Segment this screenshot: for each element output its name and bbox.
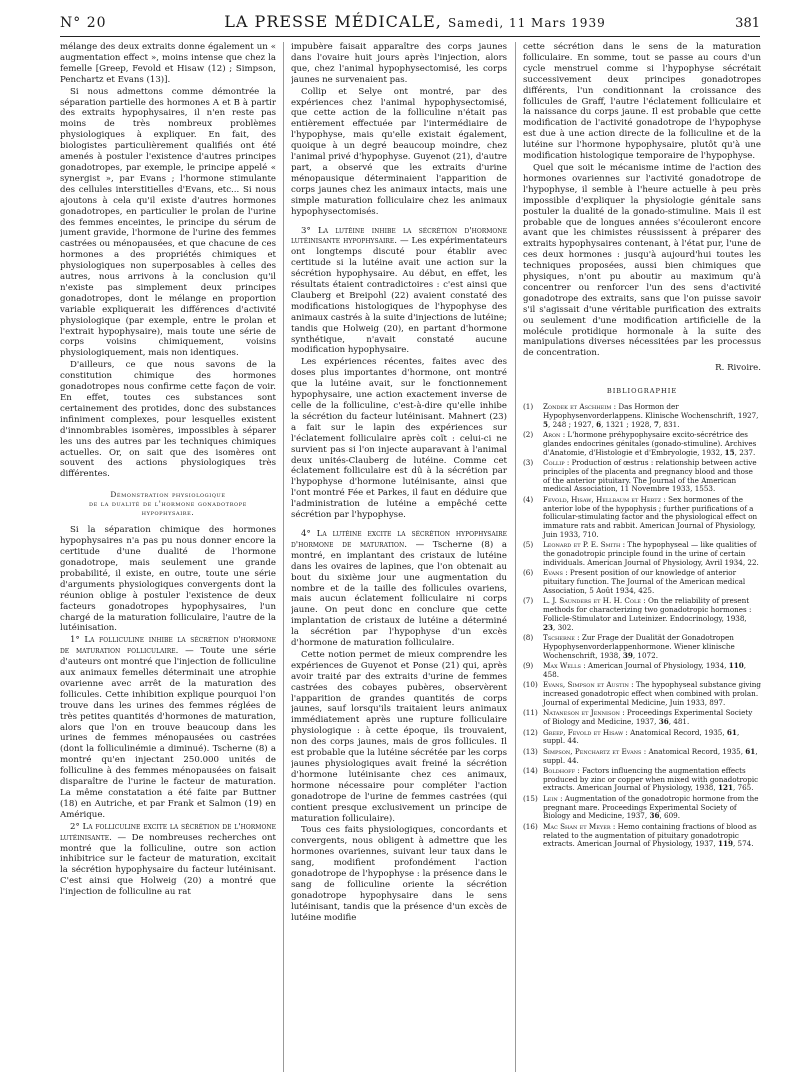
bibliography-entry (523, 681, 761, 707)
reference-text (543, 403, 761, 429)
reference-volume: 5 (543, 419, 549, 429)
reference-text (543, 709, 761, 727)
reference-volume: 36 (658, 717, 669, 727)
author-signature: R. Rivoire. (715, 363, 761, 374)
bibliography-list (523, 403, 761, 849)
reference-pages: , 302. (553, 622, 574, 632)
reference-number: (1) (523, 402, 534, 412)
subsection-text: — Les expérimentateurs ont longtemps discuté pour établir avec certitude si la lutéine avait une action sur la sécrétion hypophysaire. Au début, en effet, les résultats étaient contradictoires : c'est ainsi que Clauberg et Breipohl (22) avaient constaté des modifications histologiques de l'hypophyse des animaux castrés à la suite d'injections de lutéine; tandis que Holweig (20), en partant d'hormone synthétique, n'avait constaté aucune modification hypophysaire. (291, 236, 507, 356)
subsection-text: — Tscherne (8) a montré, en implantant des cristaux de lutéine dans les ovaires de lapines, que l'on obtenait au bout du sixième jour une augmentation du nombre et de la taille des follicules ovariens, mais aucun éclatement folliculaire ni corps jaune. On peut donc en conclure que cette implantation de cristaux de lutéine a déterminé la sécrétion par l'hypophyse d'un excès d'hormone de maturation folliculaire. (291, 539, 507, 649)
paragraph: D'ailleurs, ce que nous savons de la constitution chimique des hormones gonadotropes nous confirme cette façon de voir. En effet, toutes ces substances sont certainement des protides, donc des substances infiniment complexes, pour lesquelles existent d'innombrables isomères, impossibles à séparer les uns des autres par les techniques chimiques actuelles. Or, on sait que des isomères ont souvent des actions physiologiques très différentes. (60, 360, 276, 480)
reference-authors: Evans (543, 568, 563, 578)
reference-number: (16) (523, 821, 538, 831)
subsection-paragraph (60, 822, 276, 898)
subsection-heading: 4° La lutéine excite la sécrétion hypophysaire d'hormone de maturation. (291, 528, 507, 550)
bibliography-entry (523, 767, 761, 793)
reference-pages: , 609. (659, 811, 681, 821)
reference-text (543, 767, 761, 793)
reference-number: (7) (523, 596, 534, 606)
reference-text (543, 795, 761, 821)
bibliography-heading: BIBLIOGRAPHIE (606, 387, 678, 396)
reference-citation: : Sex hormones of the anterior lobe of the hypophysis ; further purifications of a follicular-stimulating factor and the physiological effect on immature rats and rabbit. American Journal of Physiology, Juin 1933, 710. (543, 494, 758, 540)
reference-pages: , 1072. (632, 650, 658, 660)
reference-citation: : Zur Frage der Dualität der Gonadotropen Hypophysenvorderlappenhormone. Wiener klinische Wochenschrift, 1938, (543, 633, 735, 660)
reference-pages: , 765. (732, 783, 754, 793)
bibliography-entry (523, 496, 761, 540)
reference-volume: 15 (724, 447, 735, 457)
column-divider (515, 42, 516, 1072)
bibliography-entry (523, 634, 761, 660)
bibliography-entry (523, 662, 761, 680)
reference-number: (15) (523, 793, 538, 803)
paragraph: cette sécrétion dans le sens de la maturation folliculaire. En somme, tout se passe au cours d'un cycle menstruel comme si l'hypophyse sécrétait successivement deux principes gonadotropes différents, l'un conditionnant la croissance des follicules de Graff, l'autre l'éclatement folliculaire et la naissance du corps jaune. Il est probable que cette modification de l'activité gonadotrope de l'hypophyse est due à une action directe de la folliculine et de la lutéine sur l'hormone hypophysaire, plutôt qu'à une modification histologique temporaire de l'hypophyse. (523, 42, 761, 162)
reference-authors: Simpson, Penchartz et Evans (543, 746, 642, 756)
paragraph: Tous ces faits physiologiques, concordants et convergents, nous obligent à admettre que les hormones ovariennes, suivant leur taux dans le sang, modifient profondément l'action gonadotrope de l'hypophyse : la présence dans le sang de folliculine oriente la sécrétion gonadotrope hypophysaire dans le sens lutéinisant, tandis que la présence d'un excès de lutéine modifie (291, 825, 507, 923)
journal-title-line (130, 12, 700, 31)
reference-authors: Evans, Simpson et Austin (543, 680, 629, 690)
reference-volume: 61 (726, 727, 737, 737)
bibliography-entry (523, 748, 761, 766)
reference-number: (6) (523, 568, 534, 578)
reference-text (543, 729, 761, 747)
page-number: 381 (735, 16, 760, 31)
reference-text (543, 681, 761, 707)
paragraph: Les expériences récentes, faites avec des doses plus importantes d'hormone, ont montré que la lutéine avait, sur le fonctionnement hypophysaire, une action exactement inverse de celle de la folliculine, c'est-à-dire qu'elle inhibe la sécrétion du facteur lutéinisant. Mahnert (23) a fait sur le lapin des expériences sur l'éclatement folliculaire après coït : celui-ci ne survient pas si l'on injecte auparavant à l'animal deux unités-Clauberg de lutéine. Comme cet éclatement folliculaire est dû à la sécrétion par l'hypophyse d'hormone lutéinisante, ainsi que l'ont montré Fée et Parkes, il faut en déduire que l'administration de lutéine a empêché cette sécrétion par l'hypophyse. (291, 357, 507, 521)
reference-text (543, 597, 761, 632)
reference-authors: Aron (543, 430, 561, 440)
reference-number: (2) (523, 430, 534, 440)
reference-volume: 7 (653, 419, 659, 429)
paragraph: Si nous admettons comme démontrée la séparation partielle des hormones A et B à partir des extraits hypophysaires, il n'en reste pas moins de très nombreux problèmes physiologiques à expliquer. En fait, des biologistes particulièrement qualifiés ont été amenés à postuler l'existence d'autres principes gonadotropes, par exemple, le principe appelé « synergist », par Evans ; l'hormone stimulante des cellules interstitielles d'Evans, etc... Si nous ajoutons à cela qu'il existe d'autres hormones gonadotropes, en particulier le prolan de l'urine des femmes enceintes, le principe du sérum de jument gravide, l'hormone de l'urine des femmes castrées ou ménopausées, et que chacune de ces hormones a des propriétés chimiques et physiologiques non superposables à celles des autres, nous arrivons à la conclusion qu'il n'existe pas simplement deux principes gonadotropes, dont le mélange en proportion variable expliquerait les différences d'activité physiologique (par exemple, entre le prolan et l'extrait hypophysaire), mais toute une série de corps voisins chimiquement, voisins physiologiquement, mais non identiques. (60, 86, 276, 359)
reference-number: (13) (523, 746, 538, 756)
subsection-paragraph (291, 226, 507, 357)
bibliography-entry (523, 541, 761, 567)
subsection-paragraph (291, 529, 507, 649)
reference-volume: 119 (717, 839, 733, 849)
reference-volume: 23 (543, 622, 554, 632)
reference-pages: , 574. (732, 839, 754, 849)
subsection-heading: 1° La folliculine inhibe la sécrétion d'hormone de maturation folliculaire. (60, 635, 276, 657)
reference-number: (4) (523, 494, 534, 504)
reference-pages: , 481. (668, 717, 690, 727)
reference-text (543, 823, 761, 849)
reference-authors: L. J. Saunders et H. H. Cole (543, 596, 642, 606)
reference-volume: 39 (622, 650, 633, 660)
bibliography-entry (523, 729, 761, 747)
reference-pages: , suppl. 44. (543, 727, 740, 746)
reference-authors: Mac Shan et Meyer (543, 821, 611, 831)
issue-date: Samedi, 11 Mars 1939 (447, 16, 606, 30)
reference-number: (8) (523, 633, 534, 643)
reference-volume: 36 (649, 811, 660, 821)
reference-citation: : Anatomical Record, 1935, (641, 746, 746, 756)
reference-pages: , 831. (658, 419, 680, 429)
bibliography-entry (523, 597, 761, 632)
subsection-text: — Toute une série d'auteurs ont montré que l'injection de folliculine aux animaux femelles déterminait une atrophie ovarienne avec arrêt de la maturation des follicules. Cette inhibition explique pourquoi l'on trouve dans les urines des femmes réglées de très petites quantités d'hormones de maturation, alors que l'on en trouve beaucoup dans les urines de femmes ménopausées ou castrées (dont la folliculinémie a diminué). Tscherne (8) a montré qu'en injectant 250.000 unités de folliculine à des femmes ménopausées on faisait disparaître de l'urine le facteur de maturation. La même constatation a été faite par Buttner (18) en Autriche, et par Frank et Salmon (19) en Amérique. (60, 646, 276, 820)
reference-number: (14) (523, 765, 538, 775)
reference-citation: : Production of œstrus : relationship between active principles of the placenta and pregnancy blood and those of the anterior pituitary. The Journal of the American medical Association, 11 Novembre 1933, 1553. (543, 458, 757, 494)
bibliography-entry (523, 795, 761, 821)
reference-pages: , 237. (734, 447, 756, 457)
reference-authors: Boldhoff (543, 765, 576, 775)
reference-text (543, 748, 761, 766)
reference-pages: , suppl. 44. (543, 746, 758, 765)
reference-pages: , 458. (543, 661, 747, 679)
reference-citation: : Augmentation of the gonadotropic hormone from the pregnant mare. Proceedings Experimental Society of Biology and Medicine, 1937, (543, 793, 759, 821)
reference-authors: Tscherne (543, 633, 575, 643)
subsection-heading: 2° La folliculine excite la sécrétion de l'hormone lutéinisante. (60, 821, 276, 843)
bibliography-entry (523, 403, 761, 429)
reference-citation: : Proceedings Experimental Society of Biology and Medicine, 1937, (543, 708, 753, 727)
section-heading-line: Démonstration physiologique (110, 490, 226, 500)
issue-number: N° 20 (60, 15, 107, 31)
bibliography-entry (523, 709, 761, 727)
paragraph: impubère faisait apparaître des corps jaunes dans l'ovaire huit jours après l'injection, alors que, chez l'animal hypophysectomisé, les corps jaunes ne survenaient pas. (291, 42, 507, 85)
reference-citation: : Factors influencing the augmentation effects produced by zinc or copper when mixed with gonadotropic extracts. American Journal of Physiology, 1938, (543, 765, 759, 793)
reference-text (543, 569, 761, 595)
subsection-heading: 3° La lutéine inhibe la sécrétion d'hormone lutéinisante hypophysaire. (291, 225, 507, 247)
reference-citation: : Anatomical Record, 1935, (623, 727, 727, 737)
header-rule (60, 36, 760, 37)
section-heading-line: de la dualité de l'hormone gonadotrope (89, 499, 247, 509)
journal-title: LA PRESSE MÉDICALE, (224, 12, 442, 31)
column-3 (523, 42, 761, 1072)
reference-citation: : American Journal of Physiology, 1934, (580, 661, 729, 671)
bibliography-entry (523, 459, 761, 494)
reference-citation: : On the reliability of present methods for characterizing two gonadotropic hormones : Follicle-Stimulator and Luteinizer. Endocrinology, 1938, (543, 596, 752, 623)
reference-authors: Max Wells (543, 661, 581, 671)
reference-citation: : Present position of our knowledge of anterior pituitary function. The Journal of the American medical Association, 5 Août 1934, 425. (543, 568, 746, 595)
section-heading-line: hypophysaire. (141, 508, 195, 518)
section-heading (60, 490, 276, 517)
paragraph: mélange des deux extraits donne également un « augmentation effect », moins intense que chez la femelle [Greep, Fevold et Hisaw (12) ; Simpson, Penchartz et Evans (13)]. (60, 42, 276, 85)
reference-citation: : Hemo containing fractions of blood as related to the augmentation of pituitary gonadotropic extracts. American Journal of Physiology, 1937, (543, 821, 757, 849)
reference-authors: Zondek et Aschheim (543, 402, 612, 412)
bibliography-entry (523, 569, 761, 595)
paragraph: Quel que soit le mécanisme intime de l'action des hormones ovariennes sur l'activité gonadotrope de l'hypophyse, il semble à l'heure actuelle à peu près impossible d'expliquer la physiologie génitale sans postuler la dualité de la gonado-stimuline. Mais il est probable que de longues années s'écouleront encore avant que les chimistes réussissent à préparer des extraits hypophysaires contenant, à l'état pur, l'une de ces deux hormones : jusqu'à aujourd'hui toutes les techniques proposées, aussi bien chimiques que physiques, n'ont pu aboutir au maximum qu'à concentrer ou renforcer l'un des sens d'activité gonadotrope des extraits, sans que l'on puisse savoir s'il s'agissait d'une véritable purification des extraits ou seulement d'une modification artificielle de la molécule protidique hormonale à la suite des manipulations diverses nécessitées par les processus de concentration. (523, 162, 761, 359)
subsection-paragraph (60, 635, 276, 820)
paragraph: Cette notion permet de mieux comprendre les expériences de Guyenot et Ponse (21) qui, après avoir traité par des extraits d'urine de femmes castrées des cobayes pubères, observèrent l'apparition de grandes quantités de corps jaunes, sauf lorsqu'ils traitaient leurs animaux immédiatement après une rupture folliculaire physiologique : à cette époque, ils trouvaient, non des corps jaunes, mais de gros follicules. Il est probable que la lutéine sécrétée par les corps jaunes physiologiques avait freiné la sécrétion d'hormone lutéinisante chez ces animaux, hormone nécessaire pour compléter l'action gonadotrope de l'urine de femmes castrées (qui contient presque exclusivement un principe de maturation folliculaire). (291, 649, 507, 824)
reference-pages: , 1321 ; 1928, (601, 419, 654, 429)
reference-number: (5) (523, 540, 534, 550)
reference-citation: : L'hormone préhypophysaire excito-sécrétrice des glandes endocrines génitales (gonado-stimuline). Archives d'Anatomie, d'Histologie et d'Embryologie, 1932, (543, 430, 757, 457)
reference-number: (10) (523, 680, 538, 690)
bibliography-entry (523, 823, 761, 849)
reference-authors: Nataneson et Jennison (543, 708, 620, 718)
running-header (60, 12, 760, 36)
reference-citation: : The hypophyseal substance giving increased gonadotropic effect when combined with prolan. Journal of experimental Medicine, Juin 1933, 897. (543, 680, 761, 707)
reference-text (543, 634, 761, 660)
reference-volume: 121 (717, 783, 733, 793)
reference-authors: Fevold, Hisaw, Hellbaum et Hertz (543, 494, 662, 504)
reference-text (543, 431, 761, 457)
reference-number: (11) (523, 708, 538, 718)
column-2 (291, 42, 507, 1072)
reference-authors: Collip (543, 458, 565, 468)
paragraph: Collip et Selye ont montré, par des expériences chez l'animal hypophysectomisé, que cette action de la folliculine n'était pas entièrement effectuée par l'intermédiaire de l'hypophyse, mais qu'elle existait également, quoique à un degré beaucoup moindre, chez l'animal privé d'hypophyse. Guyenot (21), d'autre part, a observé que les extraits d'urine ménopausique déterminaient l'apparition de corps jaunes chez les animaux intacts, mais une simple maturation folliculaire chez les animaux hypophysectomisés. (291, 86, 507, 217)
reference-authors: Lein (543, 793, 558, 803)
reference-authors: Leonard et P. E. Smith (543, 540, 621, 550)
subsection-text: — De nombreuses recherches ont montré que la folliculine, outre son action inhibitrice sur le facteur de maturation, excitait la sécrétion hypophysaire du facteur lutéinisant. C'est ainsi que Holweig (20) a montré que l'injection de folliculine au rat (60, 832, 276, 898)
reference-authors: Greep, Fevold et Hisaw (543, 727, 624, 737)
reference-text (543, 662, 761, 680)
reference-text (543, 459, 761, 494)
column-divider (283, 42, 284, 1072)
reference-volume: 6 (596, 419, 602, 429)
bibliography-entry (523, 431, 761, 457)
reference-volume: 110 (728, 661, 744, 671)
column-1 (60, 42, 276, 1072)
reference-text (543, 496, 761, 540)
reference-volume: 61 (745, 746, 756, 756)
reference-number: (9) (523, 661, 534, 671)
reference-citation: : Das Hormon der Hypophysenvorderlappens. Klinische Wochenschrift, 1927, (543, 402, 759, 420)
paragraph: Si la séparation chimique des hormones hypophysaires n'a pas pu nous donner encore la certitude d'une dualité de l'hormone gonadotrope, mais seulement une grande probabilité, il existe, en outre, toute une série d'arguments physiologiques convergents dont la réunion oblige à postuler l'existence de deux facteurs gonadotropes hypophysaires, l'un chargé de la maturation folliculaire, l'autre de la lutéinisation. (60, 525, 276, 634)
reference-citation: : The hypophyseal — like qualities of the gonadotropic principle found in the urine of certain individuals. American Journal of Physiology, Avril 1934, 22. (543, 540, 759, 568)
reference-text (543, 541, 761, 567)
reference-pages: , 248 ; 1927, (548, 419, 597, 429)
reference-number: (3) (523, 458, 534, 468)
reference-number: (12) (523, 727, 538, 737)
